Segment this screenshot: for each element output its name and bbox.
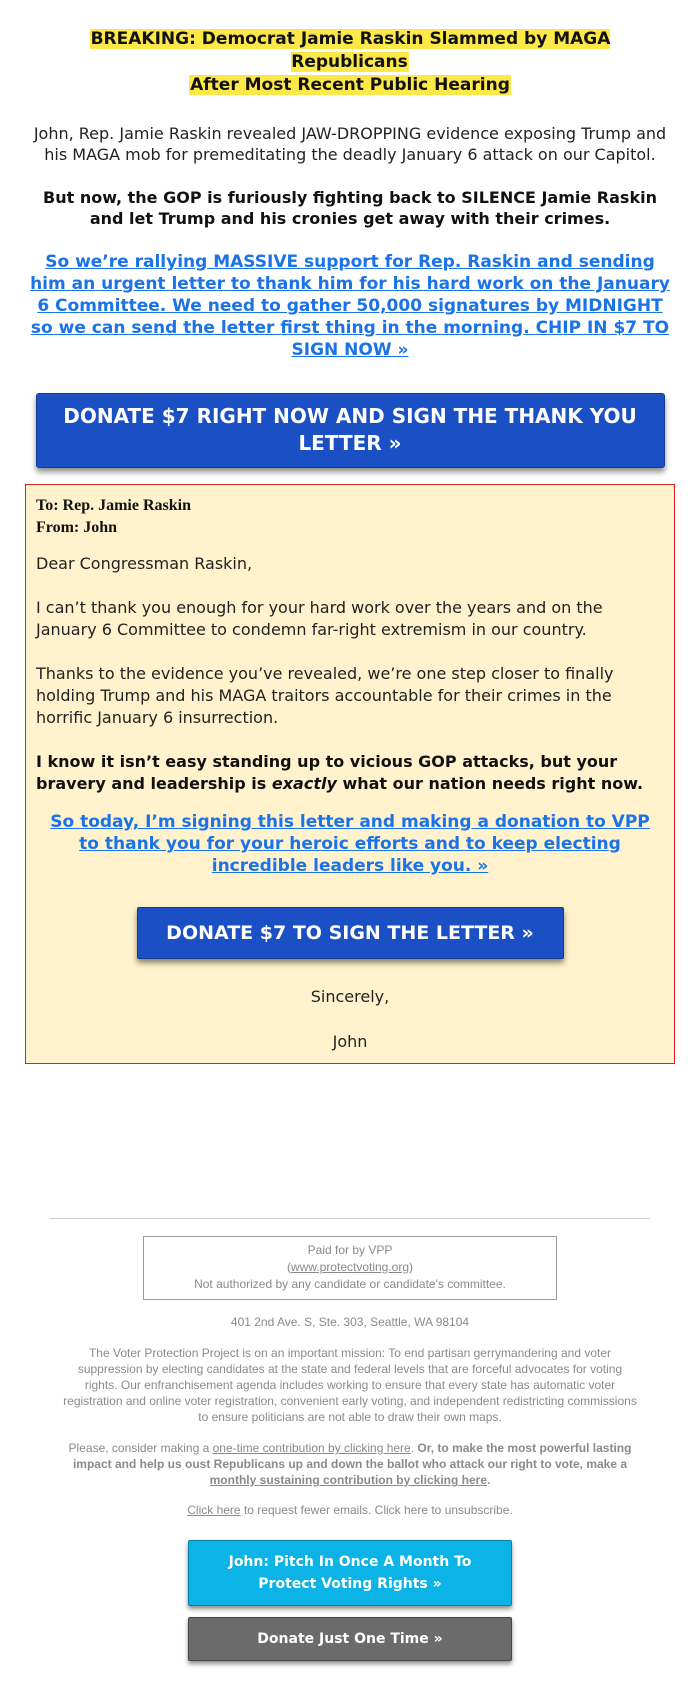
letter-paragraph-2: Thanks to the evidence you’ve revealed, we’re one step closer to finally holding Trump and his MAGA traitors accountable for their crimes in the horrific January 6 insurrection. [36, 664, 614, 727]
footer [0, 1236, 700, 1661]
bold-paragraph: But now, the GOP is furiously fighting back to SILENCE Jamie Raskin and let Trump and his cronies get away with their crimes. [43, 188, 657, 228]
consider-mid: . [410, 1441, 418, 1455]
headline-line-2: After Most Recent Public Hearing [190, 75, 510, 95]
donate-sign-letter-button[interactable]: DONATE $7 RIGHT NOW AND SIGN THE THANK YOU LETTER » [36, 393, 665, 468]
url-close-paren: ) [409, 1260, 414, 1274]
letter-salutation: Dear Congressman Raskin, [36, 554, 253, 573]
consider-bold-text: Or, to make the most powerful lasting impact and help us oust Republicans up and down the ballot who attack our right to vote, make a [72, 1441, 632, 1471]
mission-statement: The Voter Protection Project is on an important mission: To end partisan gerrymandering and voter suppression by electing candidates at the state and federal levels that are forceful advocates for voting rights. Our enfranchisement agenda includes working to ensure that every state has automatic voter registration and online voter registration, convenient early voting, and independent redistricting commissions to ensure politicians are not able to draw their own maps. [63, 1346, 637, 1424]
letter-bold-emphasis: exactly [271, 774, 337, 793]
monthly-donation-button[interactable]: John: Pitch In Once A Month To Protect Voting Rights » [188, 1540, 512, 1606]
headline [30, 28, 670, 97]
not-authorized-text: Not authorized by any candidate or candidate's committee. [194, 1277, 506, 1291]
letter-bold-text-a: I know it isn’t easy standing up to vicious GOP attacks, but your bravery and leadership is [36, 752, 618, 793]
letter-donate-link[interactable]: So today, I’m signing this letter and making a donation to VPP to thank you for your heroic efforts and to keep electing incredible leaders like you. » [50, 812, 650, 876]
unsubscribe-line [0, 1502, 700, 1518]
chip-in-link[interactable]: So we’re rallying MASSIVE support for Rep. Raskin and sending him an urgent letter to thank him for his hard work on the January 6 Committee. We need to gather 50,000 signatures by MIDNIGHT so we can send the letter first thing in the morning. CHIP IN $7 TO SIGN NOW » [30, 252, 670, 360]
consider-end: . [487, 1473, 491, 1487]
letter-paragraph-1: I can’t thank you enough for your hard work over the years and on the January 6 Committee to condemn far-right extremism in our country. [36, 598, 603, 639]
website-link[interactable]: www.protectvoting.org [290, 1260, 410, 1274]
monthly-contribution-link[interactable]: monthly sustaining contribution by clicking here [209, 1473, 487, 1487]
letter-signature: John [332, 1032, 368, 1051]
letter-bold-paragraph [36, 751, 664, 795]
intro-paragraph: John, Rep. Jamie Raskin revealed JAW-DROPPING evidence exposing Trump and his MAGA mob for premeditating the deadly January 6 attack on our Capitol. [33, 124, 667, 164]
fewer-emails-link[interactable]: Click here [187, 1503, 241, 1517]
donate-7-button[interactable]: DONATE $7 TO SIGN THE LETTER » [137, 907, 564, 959]
paid-for-url-line [144, 1259, 556, 1276]
paid-for-box [143, 1236, 557, 1300]
consider-prefix: Please, consider making a [68, 1441, 213, 1455]
thank-you-letter [25, 484, 675, 1064]
letter-to: To: Rep. Jamie Raskin [36, 497, 191, 514]
headline-line-1: BREAKING: Democrat Jamie Raskin Slammed by MAGA Republicans [90, 29, 611, 72]
letter-closing: Sincerely, [310, 987, 390, 1006]
one-time-contribution-link[interactable]: one-time contribution by clicking here [212, 1441, 411, 1455]
one-time-donation-button[interactable]: Donate Just One Time » [188, 1617, 512, 1661]
letter-from: From: John [36, 519, 118, 536]
contribution-paragraph [58, 1440, 642, 1488]
paid-for-text: Paid for by VPP [307, 1243, 393, 1257]
url-open-paren: ( [286, 1260, 291, 1274]
unsubscribe-text[interactable]: to request fewer emails. Click here to unsubscribe. [240, 1503, 513, 1517]
mailing-address: 401 2nd Ave. S, Ste. 303, Seattle, WA 98104 [230, 1315, 470, 1329]
letter-bold-text-b: what our nation needs right now. [336, 774, 644, 793]
footer-divider [50, 1218, 650, 1219]
